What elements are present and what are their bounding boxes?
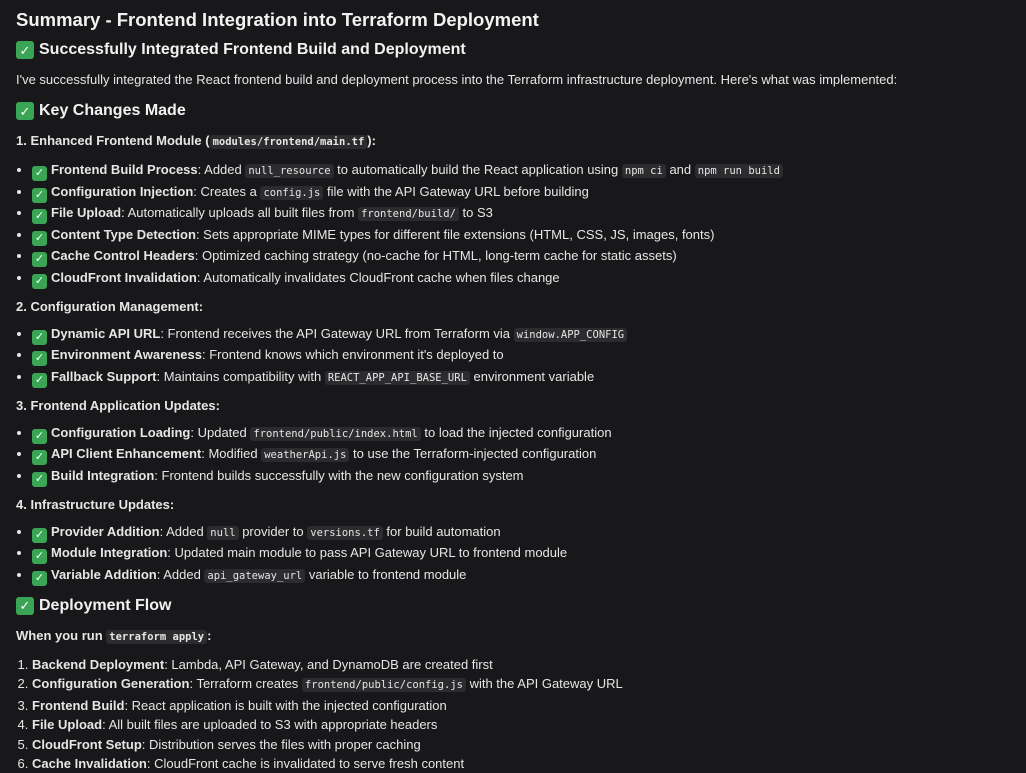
- list-item: [32, 182, 1010, 203]
- item-label: Variable Addition: [51, 567, 157, 582]
- item-label: Cache Control Headers: [51, 248, 195, 263]
- step-label: File Upload: [32, 717, 102, 732]
- step-label: Configuration Generation: [32, 676, 189, 691]
- check-mark-icon: ✓: [32, 274, 47, 289]
- section-list: [16, 423, 1010, 487]
- section-heading: 3. Frontend Application Updates:: [16, 396, 1010, 415]
- item-text: : Updated: [190, 425, 250, 440]
- item-text: to automatically build the React application using: [334, 162, 622, 177]
- step-label: Cache Invalidation: [32, 756, 147, 771]
- list-item: [32, 444, 1010, 465]
- inline-code: api_gateway_url: [204, 569, 305, 583]
- item-label: CloudFront Invalidation: [51, 270, 197, 285]
- flow-step: [32, 735, 1010, 754]
- flow-intro: [16, 626, 1010, 647]
- item-text: provider to: [239, 524, 308, 539]
- check-mark-icon: ✓: [32, 252, 47, 267]
- item-text: for build automation: [383, 524, 501, 539]
- item-label: Environment Awareness: [51, 347, 202, 362]
- item-text: and: [666, 162, 695, 177]
- section-list: [16, 522, 1010, 586]
- item-label: Configuration Loading: [51, 425, 190, 440]
- flow-step: [32, 696, 1010, 715]
- inline-code: npm ci: [622, 164, 666, 178]
- inline-code: REACT_APP_API_BASE_URL: [325, 371, 470, 385]
- section-heading: [16, 131, 1010, 152]
- section-heading-suffix: ):: [367, 133, 376, 148]
- check-mark-icon: ✓: [32, 166, 47, 181]
- item-text: : Updated main module to pass API Gateway URL to frontend module: [167, 545, 567, 560]
- flow-steps-list: [16, 655, 1010, 773]
- item-label: Provider Addition: [51, 524, 160, 539]
- inline-code: frontend/public/config.js: [302, 678, 466, 692]
- success-heading: [16, 38, 1010, 62]
- list-item: [32, 367, 1010, 388]
- step-label: CloudFront Setup: [32, 737, 142, 752]
- section-heading-text: 1. Enhanced Frontend Module (: [16, 133, 210, 148]
- item-label: Build Integration: [51, 468, 154, 483]
- item-text: : Optimized caching strategy (no-cache for HTML, long-term cache for static assets): [195, 248, 677, 263]
- item-text: : Frontend receives the API Gateway URL from Terraform via: [160, 326, 513, 341]
- check-mark-icon: ✓: [32, 472, 47, 487]
- item-label: Dynamic API URL: [51, 326, 160, 341]
- step-label: Frontend Build: [32, 698, 124, 713]
- step-text: with the API Gateway URL: [466, 676, 623, 691]
- item-text: to S3: [459, 205, 493, 220]
- check-mark-icon: ✓: [32, 209, 47, 224]
- inline-code: frontend/build/: [358, 207, 459, 221]
- check-mark-icon: ✓: [16, 41, 34, 59]
- list-item: [32, 466, 1010, 487]
- item-text: : Automatically invalidates CloudFront cache when files change: [197, 270, 560, 285]
- inline-code: npm run build: [695, 164, 783, 178]
- list-item: [32, 225, 1010, 246]
- check-mark-icon: ✓: [32, 231, 47, 246]
- step-text: : CloudFront cache is invalidated to serve fresh content: [147, 756, 464, 771]
- step-text: : Distribution serves the files with proper caching: [142, 737, 421, 752]
- item-label: Configuration Injection: [51, 184, 193, 199]
- item-text: : Modified: [201, 446, 261, 461]
- section-list: [16, 160, 1010, 289]
- list-item: [32, 423, 1010, 444]
- list-item: [32, 543, 1010, 564]
- success-heading-text: Successfully Integrated Frontend Build and Deployment: [39, 38, 466, 62]
- check-mark-icon: ✓: [16, 597, 34, 615]
- inline-code: frontend/public/index.html: [250, 427, 420, 441]
- item-label: Content Type Detection: [51, 227, 196, 242]
- item-text: : Added: [157, 567, 205, 582]
- list-item: [32, 268, 1010, 289]
- check-mark-icon: ✓: [32, 373, 47, 388]
- section-heading: 4. Infrastructure Updates:: [16, 495, 1010, 514]
- list-item: [32, 246, 1010, 267]
- inline-code: config.js: [260, 186, 323, 200]
- key-changes-heading: [16, 99, 1010, 123]
- item-text: environment variable: [470, 369, 594, 384]
- item-label: Frontend Build Process: [51, 162, 198, 177]
- list-item: [32, 203, 1010, 224]
- check-mark-icon: ✓: [32, 351, 47, 366]
- summary-title: Summary - Frontend Integration into Terraform Deployment: [16, 6, 1010, 34]
- deployment-flow-heading-text: Deployment Flow: [39, 594, 171, 618]
- check-mark-icon: ✓: [32, 549, 47, 564]
- check-mark-icon: ✓: [32, 528, 47, 543]
- step-text: : All built files are uploaded to S3 with appropriate headers: [102, 717, 437, 732]
- item-text: : Creates a: [193, 184, 260, 199]
- step-text: : Lambda, API Gateway, and DynamoDB are created first: [164, 657, 493, 672]
- item-text: to load the injected configuration: [421, 425, 612, 440]
- item-text: to use the Terraform-injected configuration: [349, 446, 596, 461]
- item-text: variable to frontend module: [305, 567, 466, 582]
- inline-code: weatherApi.js: [261, 448, 349, 462]
- inline-code: terraform apply: [106, 630, 207, 644]
- item-label: Fallback Support: [51, 369, 156, 384]
- section-heading: 2. Configuration Management:: [16, 297, 1010, 316]
- item-text: : Sets appropriate MIME types for different file extensions (HTML, CSS, JS, images, fonts): [196, 227, 715, 242]
- step-text: : React application is built with the injected configuration: [124, 698, 446, 713]
- list-item: [32, 565, 1010, 586]
- inline-code: null_resource: [245, 164, 333, 178]
- item-text: : Added: [160, 524, 208, 539]
- deployment-flow-heading: [16, 594, 1010, 618]
- intro-paragraph: I've successfully integrated the React frontend build and deployment process into the Terraform infrastructure deployment. Here's what was implemented:: [16, 70, 1010, 89]
- item-text: : Frontend builds successfully with the new configuration system: [154, 468, 523, 483]
- flow-step: [32, 754, 1010, 773]
- list-item: [32, 324, 1010, 345]
- inline-code: window.APP_CONFIG: [514, 328, 627, 342]
- list-item: [32, 522, 1010, 543]
- item-label: File Upload: [51, 205, 121, 220]
- key-changes-heading-text: Key Changes Made: [39, 99, 186, 123]
- inline-code: modules/frontend/main.tf: [210, 135, 368, 149]
- check-mark-icon: ✓: [32, 429, 47, 444]
- flow-step: [32, 655, 1010, 674]
- item-text: : Frontend knows which environment it's deployed to: [202, 347, 504, 362]
- section-list: [16, 324, 1010, 388]
- list-item: [32, 345, 1010, 366]
- inline-code: null: [207, 526, 238, 540]
- check-mark-icon: ✓: [32, 571, 47, 586]
- flow-step: [32, 715, 1010, 734]
- flow-intro-text: When you run: [16, 628, 106, 643]
- flow-intro-suffix: :: [207, 628, 211, 643]
- check-mark-icon: ✓: [32, 188, 47, 203]
- check-mark-icon: ✓: [16, 102, 34, 120]
- check-mark-icon: ✓: [32, 330, 47, 345]
- item-text: : Automatically uploads all built files from: [121, 205, 358, 220]
- item-text: file with the API Gateway URL before building: [323, 184, 588, 199]
- step-label: Backend Deployment: [32, 657, 164, 672]
- item-text: : Added: [198, 162, 246, 177]
- item-label: API Client Enhancement: [51, 446, 201, 461]
- flow-step: [32, 674, 1010, 695]
- list-item: [32, 160, 1010, 181]
- item-label: Module Integration: [51, 545, 167, 560]
- check-mark-icon: ✓: [32, 450, 47, 465]
- item-text: : Maintains compatibility with: [156, 369, 324, 384]
- inline-code: versions.tf: [307, 526, 383, 540]
- step-text: : Terraform creates: [189, 676, 301, 691]
